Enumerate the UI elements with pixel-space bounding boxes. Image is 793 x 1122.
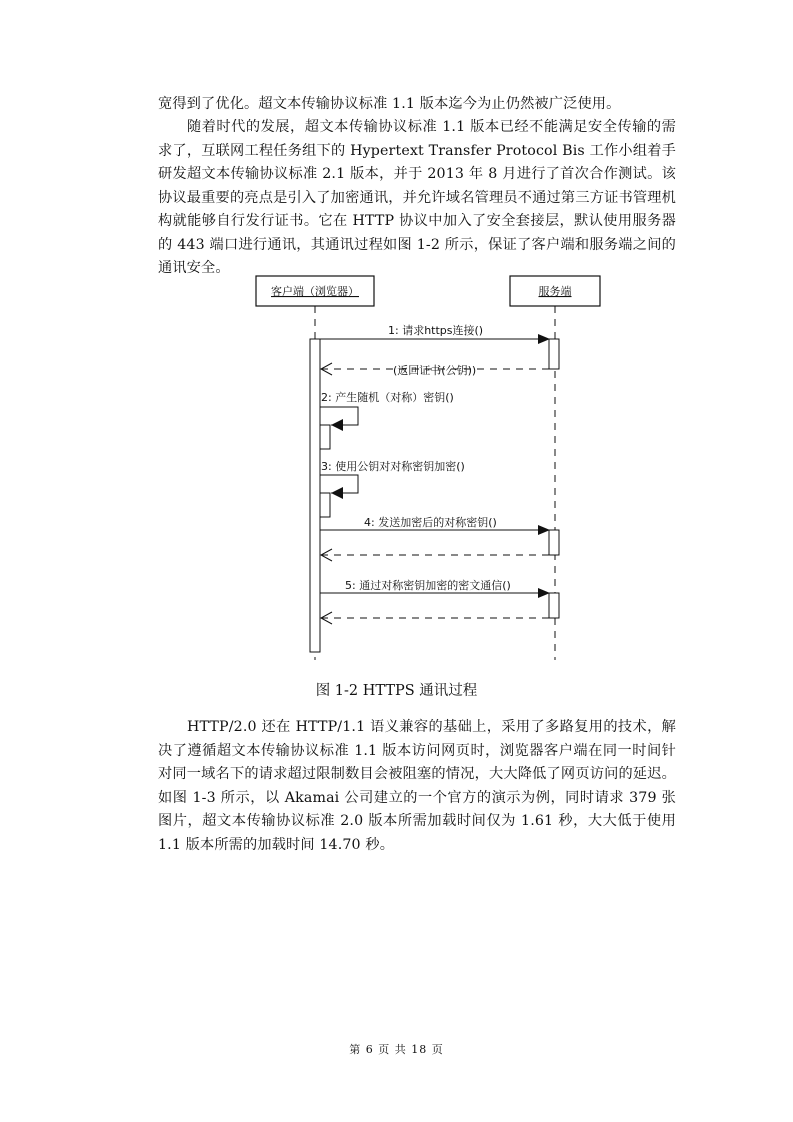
server-activation-bar-3 bbox=[549, 593, 559, 618]
figure-caption: 图 1-2 HTTPS 通讯过程 bbox=[315, 683, 478, 699]
page-footer: 第 6 页 共 18 页 bbox=[349, 1043, 444, 1056]
message-5-label: 5: 通过对称密钥加密的密文通信() bbox=[345, 579, 511, 592]
message-2-arrowhead bbox=[331, 419, 343, 431]
message-3-arrowhead bbox=[331, 487, 343, 499]
paragraph-2: 随着时代的发展，超文本传输协议标准 1.1 版本已经不能满足安全传输的需求了，互联网工程任务组下的 Hypertext Transfer Protocol Bis 工作小组着手研发超文本传输协议标准 2.1 版本，并于 2013 年 8 月进行了首次合作测试。该协议最重要的亮点是引入了加密通讯，并允许域名管理员不通过第三方证书管理机构就能够自行发行证书。它在 HTTP 协议中加入了安全套接层，默认使用服务器的 443 端口进行通讯，其通讯过程如图 1-2 所示，保证了客户端和服务端之间的通讯安全。 bbox=[158, 119, 676, 276]
message-3-label: 3: 使用公钥对对称密钥加密() bbox=[321, 460, 465, 473]
client-activation-bar bbox=[310, 339, 320, 652]
paragraph-1: 宽得到了优化。超文本传输协议标准 1.1 版本迄今为止仍然被广泛使用。 bbox=[158, 96, 621, 112]
self-activation-3 bbox=[320, 493, 330, 517]
server-activation-bar-2 bbox=[549, 530, 559, 555]
server-activation-bar-1 bbox=[549, 339, 559, 369]
server-lifeline-label: 服务端 bbox=[538, 285, 572, 298]
message-2-label: 2: 产生随机（对称）密钥() bbox=[321, 391, 454, 404]
return-1-label: (返回证书(公钥)) bbox=[393, 364, 477, 377]
message-4-label: 4: 发送加密后的对称密钥() bbox=[364, 516, 497, 529]
client-lifeline-label: 客户端（浏览器） bbox=[271, 285, 359, 298]
message-1-label: 1: 请求https连接() bbox=[388, 324, 484, 337]
paragraph-3: HTTP/2.0 还在 HTTP/1.1 语义兼容的基础上，采用了多路复用的技术，解决了遵循超文本传输协议标准 1.1 版本访问网页时，浏览器客户端在同一时间针对同一域名下的请求超过限制数目会被阻塞的情况，大大降低了网页访问的延迟。如图 1-3 所示，以 Akamai 公司建立的一个官方的演示为例，同时请求 379 张图片，超文本传输协议标准 2.0 版本所需加载时间仅为 1.61 秒，大大低于使用 1.1 版本所需的加载时间 14.70 秒。 bbox=[158, 719, 676, 853]
self-activation-2 bbox=[320, 425, 330, 449]
